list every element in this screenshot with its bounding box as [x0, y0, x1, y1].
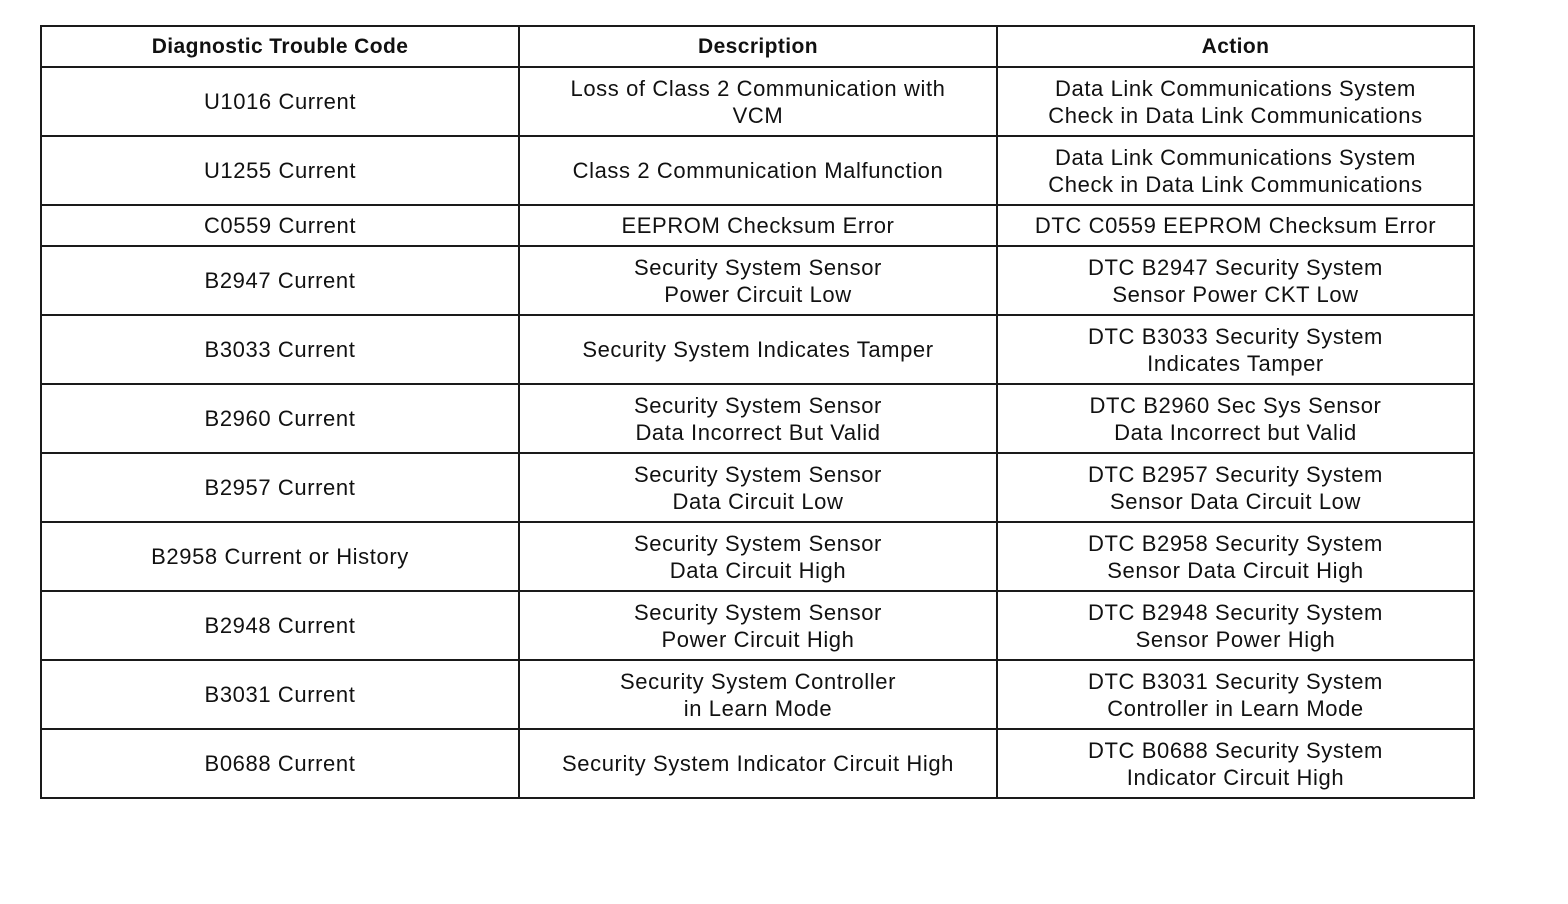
row-description: Security System Indicator Circuit High: [519, 729, 997, 798]
row-description: Security System Sensor Power Circuit Low: [519, 246, 997, 315]
header-description: Description: [519, 26, 997, 67]
row-description: Security System Sensor Data Circuit Low: [519, 453, 997, 522]
table-row: [41, 315, 1474, 384]
table-row: [41, 660, 1474, 729]
table-row: [41, 729, 1474, 798]
row-code: B3031 Current: [41, 660, 519, 729]
row-code: B2958 Current or History: [41, 522, 519, 591]
row-action: DTC B2960 Sec Sys Sensor Data Incorrect but Valid: [997, 384, 1474, 453]
header-row: [41, 26, 1474, 67]
header-diagnostic-trouble-code: Diagnostic Trouble Code: [41, 26, 519, 67]
row-action: Data Link Communications System Check in Data Link Communications: [997, 136, 1474, 205]
table-row: [41, 136, 1474, 205]
row-action: DTC B2958 Security System Sensor Data Circuit High: [997, 522, 1474, 591]
row-code: B3033 Current: [41, 315, 519, 384]
table-row: [41, 205, 1474, 246]
row-action: DTC B2947 Security System Sensor Power CKT Low: [997, 246, 1474, 315]
table-row: [41, 67, 1474, 136]
table-row: [41, 246, 1474, 315]
row-action: DTC B2957 Security System Sensor Data Circuit Low: [997, 453, 1474, 522]
row-code: B2960 Current: [41, 384, 519, 453]
row-description: Security System Sensor Data Circuit High: [519, 522, 997, 591]
row-code: U1016 Current: [41, 67, 519, 136]
row-action: DTC B0688 Security System Indicator Circuit High: [997, 729, 1474, 798]
row-code: B0688 Current: [41, 729, 519, 798]
header-action: Action: [997, 26, 1474, 67]
row-code: B2947 Current: [41, 246, 519, 315]
row-action: DTC C0559 EEPROM Checksum Error: [997, 205, 1474, 246]
row-action: DTC B3033 Security System Indicates Tamper: [997, 315, 1474, 384]
row-description: Loss of Class 2 Communication with VCM: [519, 67, 997, 136]
row-description: Security System Sensor Data Incorrect But Valid: [519, 384, 997, 453]
row-action: DTC B3031 Security System Controller in Learn Mode: [997, 660, 1474, 729]
table-row: [41, 384, 1474, 453]
row-code: U1255 Current: [41, 136, 519, 205]
row-description: Class 2 Communication Malfunction: [519, 136, 997, 205]
row-description: EEPROM Checksum Error: [519, 205, 997, 246]
table-row: [41, 522, 1474, 591]
row-code: B2948 Current: [41, 591, 519, 660]
table-row: [41, 453, 1474, 522]
table-body: [41, 67, 1474, 798]
row-action: Data Link Communications System Check in Data Link Communications: [997, 67, 1474, 136]
row-description: Security System Indicates Tamper: [519, 315, 997, 384]
row-code: B2957 Current: [41, 453, 519, 522]
row-description: Security System Sensor Power Circuit High: [519, 591, 997, 660]
table-row: [41, 591, 1474, 660]
row-action: DTC B2948 Security System Sensor Power High: [997, 591, 1474, 660]
row-description: Security System Controller in Learn Mode: [519, 660, 997, 729]
row-code: C0559 Current: [41, 205, 519, 246]
table-header: [41, 26, 1474, 67]
dtc-table: [40, 25, 1475, 799]
